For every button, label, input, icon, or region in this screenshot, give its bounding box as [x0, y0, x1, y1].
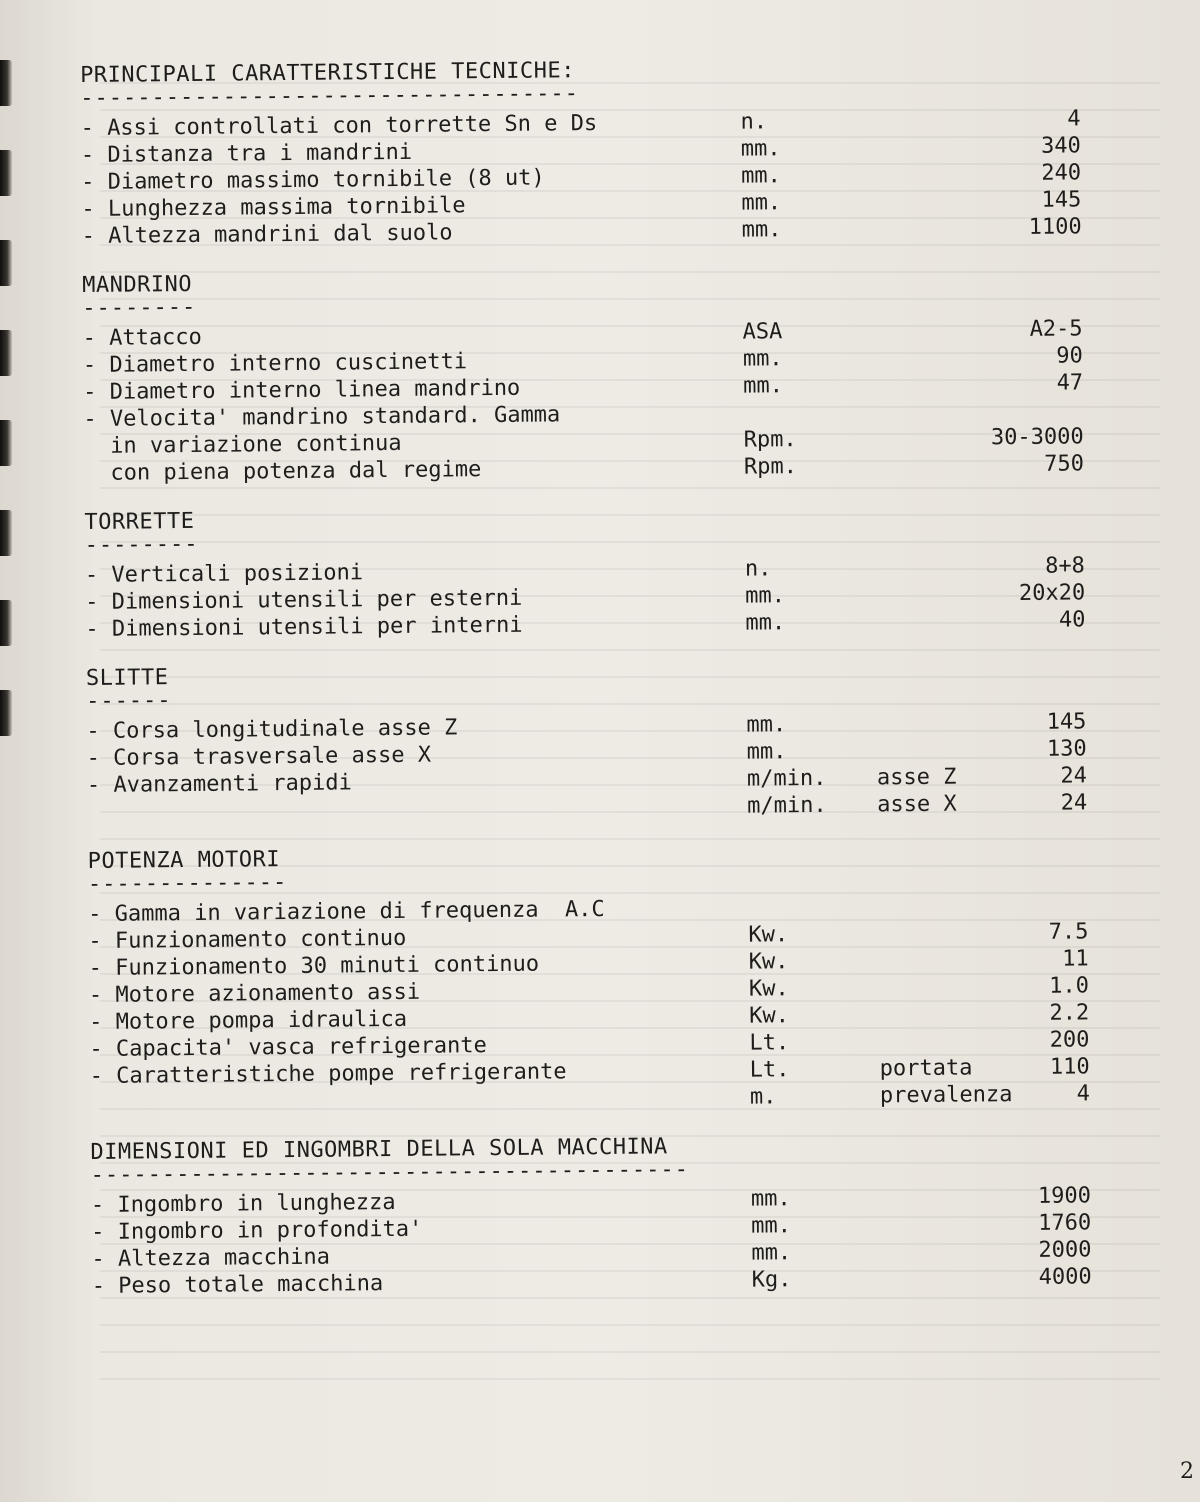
spec-value: 4 — [1067, 106, 1081, 132]
heading-underline: -------------- — [87, 870, 288, 897]
spec-unit: Kw. — [749, 1003, 790, 1029]
spec-description: - Gamma in variazione di frequenza A.C — [88, 897, 605, 927]
spec-description: - Funzionamento continuo — [88, 925, 407, 954]
spec-description: - Diametro massimo tornibile (8 ut) — [81, 165, 545, 195]
spec-unit: n. — [744, 556, 772, 582]
spec-section — [86, 655, 1147, 826]
spec-unit: mm. — [751, 1240, 792, 1266]
spec-value: 11 — [1062, 946, 1089, 972]
spec-unit: mm. — [751, 1213, 792, 1239]
spec-description: - Caratteristiche pompe refrigerante — [89, 1059, 567, 1089]
spec-value: 47 — [1056, 370, 1084, 396]
spec-description: - Velocita' mandrino standard. Gamma — [83, 402, 561, 432]
spec-value: 750 — [1044, 451, 1085, 477]
spec-description: - Dimensioni utensili per esterni — [85, 585, 523, 615]
spec-description: - Diametro interno linea mandrino — [83, 375, 521, 405]
spec-unit: mm. — [741, 190, 782, 216]
spec-value: 20x20 — [1018, 580, 1086, 607]
section-heading: TORRETTE — [84, 508, 195, 535]
section-heading: DIMENSIONI ED INGOMBRI DELLA SOLA MACCHINA — [90, 1134, 668, 1165]
spec-value: 4 — [1076, 1081, 1091, 1107]
spec-unit: Lt. — [749, 1030, 790, 1056]
spec-value: 340 — [1040, 133, 1081, 159]
spec-description: - Diametro interno cuscinetti — [82, 349, 468, 378]
spec-value: 110 — [1049, 1054, 1090, 1080]
binder-ring — [0, 330, 12, 376]
section-heading: MANDRINO — [82, 271, 193, 298]
spec-unit: n. — [740, 109, 768, 135]
binder-ring — [0, 420, 12, 466]
spec-description: - Verticali posizioni — [84, 560, 364, 588]
spec-unit: Lt. — [749, 1057, 790, 1083]
spec-unit: mm. — [745, 610, 786, 636]
spec-unit: mm. — [742, 346, 783, 372]
spec-description: - Corsa trasversale asse X — [86, 742, 432, 771]
spec-description: - Avanzamenti rapidi — [86, 770, 352, 798]
spec-value: 2000 — [1038, 1237, 1092, 1263]
binder-ring — [0, 60, 12, 106]
spec-unit: mm. — [740, 136, 781, 162]
spec-value: 130 — [1046, 736, 1087, 762]
spec-description: in variazione continua — [83, 430, 402, 459]
spec-unit: Kg. — [751, 1267, 792, 1293]
spec-unit: Kw. — [748, 976, 789, 1002]
section-heading: POTENZA MOTORI — [87, 847, 281, 874]
spec-value: 240 — [1041, 160, 1082, 186]
binder-ring — [0, 150, 12, 196]
spec-value: 2.2 — [1049, 1000, 1090, 1026]
spec-unit: m/min. — [746, 765, 827, 792]
spec-description: - Corsa longitudinale asse Z — [86, 715, 458, 744]
binder-ring — [0, 240, 12, 286]
spec-qualifier: asse Z — [876, 764, 957, 791]
spec-value: 1100 — [1028, 214, 1082, 240]
spec-value: 40 — [1058, 607, 1086, 633]
heading-underline: ------------------------------------------ — [90, 1157, 690, 1188]
spec-description: - Attacco — [82, 324, 202, 351]
binder-ring — [0, 510, 12, 556]
spec-unit: m. — [749, 1084, 777, 1110]
spec-unit: Rpm. — [743, 427, 797, 453]
spec-unit: Kw. — [748, 922, 789, 948]
spec-value: 90 — [1056, 343, 1083, 369]
spec-description: - Ingombro in lunghezza — [90, 1190, 396, 1218]
spec-unit: mm. — [750, 1186, 791, 1212]
spec-value: 24 — [1060, 790, 1088, 816]
spec-value: 200 — [1049, 1027, 1090, 1053]
spec-section — [80, 52, 1142, 250]
spec-qualifier: portata — [879, 1055, 973, 1082]
spec-value: 8+8 — [1045, 553, 1086, 579]
section-heading: PRINCIPALI CARATTERISTICHE TECNICHE: — [80, 58, 576, 88]
spec-value: 24 — [1060, 763, 1088, 789]
spec-description: - Capacita' vasca refrigerante — [89, 1033, 487, 1062]
heading-underline: ----------------------------------- — [80, 81, 580, 111]
binder-ring — [0, 690, 12, 736]
spec-description: - Lunghezza massima tornibile — [81, 193, 466, 222]
spec-unit: mm. — [743, 373, 784, 399]
binder-ring — [0, 600, 12, 646]
spec-section — [90, 1129, 1151, 1300]
spec-value: 7.5 — [1048, 919, 1089, 945]
section-heading: SLITTE — [85, 665, 169, 691]
spec-unit: mm. — [746, 712, 787, 738]
spec-value: 145 — [1041, 187, 1082, 213]
spec-unit: Rpm. — [743, 454, 798, 480]
spec-unit: mm. — [746, 739, 787, 765]
spec-value: 1760 — [1038, 1210, 1092, 1236]
spec-qualifier: asse X — [877, 791, 957, 818]
spec-section — [82, 262, 1144, 487]
spec-unit: Kw. — [748, 949, 789, 975]
spec-value: 145 — [1046, 709, 1087, 735]
spec-value: 30-3000 — [990, 424, 1084, 451]
spec-description: - Dimensioni utensili per interni — [85, 612, 523, 642]
spec-unit: ASA — [742, 319, 783, 345]
heading-underline: -------- — [84, 531, 199, 558]
page-number: 2 — [1180, 1459, 1194, 1484]
spec-unit: m/min. — [747, 792, 827, 819]
spec-description: - Funzionamento 30 minuti continuo — [88, 951, 540, 981]
spec-description: - Peso totale macchina — [91, 1271, 384, 1299]
heading-underline: ------ — [86, 688, 172, 714]
spec-value: 1.0 — [1049, 973, 1090, 999]
spec-value: 1900 — [1037, 1183, 1092, 1209]
spec-value: 4000 — [1038, 1264, 1092, 1290]
spec-unit: mm. — [741, 217, 782, 243]
spec-description: - Assi controllati con torrette Sn e Ds — [80, 111, 598, 141]
spec-description: - Altezza mandrini dal suolo — [81, 220, 453, 249]
spec-qualifier: prevalenza — [879, 1082, 1013, 1109]
spec-description: - Ingombro in profondita' — [91, 1216, 423, 1245]
spec-description: - Motore pompa idraulica — [89, 1006, 408, 1035]
spec-sheet — [80, 52, 1152, 1322]
spec-section — [84, 499, 1145, 643]
spec-unit: mm. — [745, 583, 786, 609]
spec-section — [88, 838, 1151, 1117]
spec-description: - Distanza tra i mandrini — [80, 139, 413, 168]
heading-underline: -------- — [82, 294, 197, 321]
spec-description: con piena potenza dal regime — [83, 457, 482, 486]
spec-description: - Altezza macchina — [91, 1244, 331, 1272]
spec-value: A2-5 — [1029, 316, 1083, 342]
spec-unit: mm. — [741, 163, 781, 189]
spec-description: - Motore azionamento assi — [88, 979, 421, 1008]
